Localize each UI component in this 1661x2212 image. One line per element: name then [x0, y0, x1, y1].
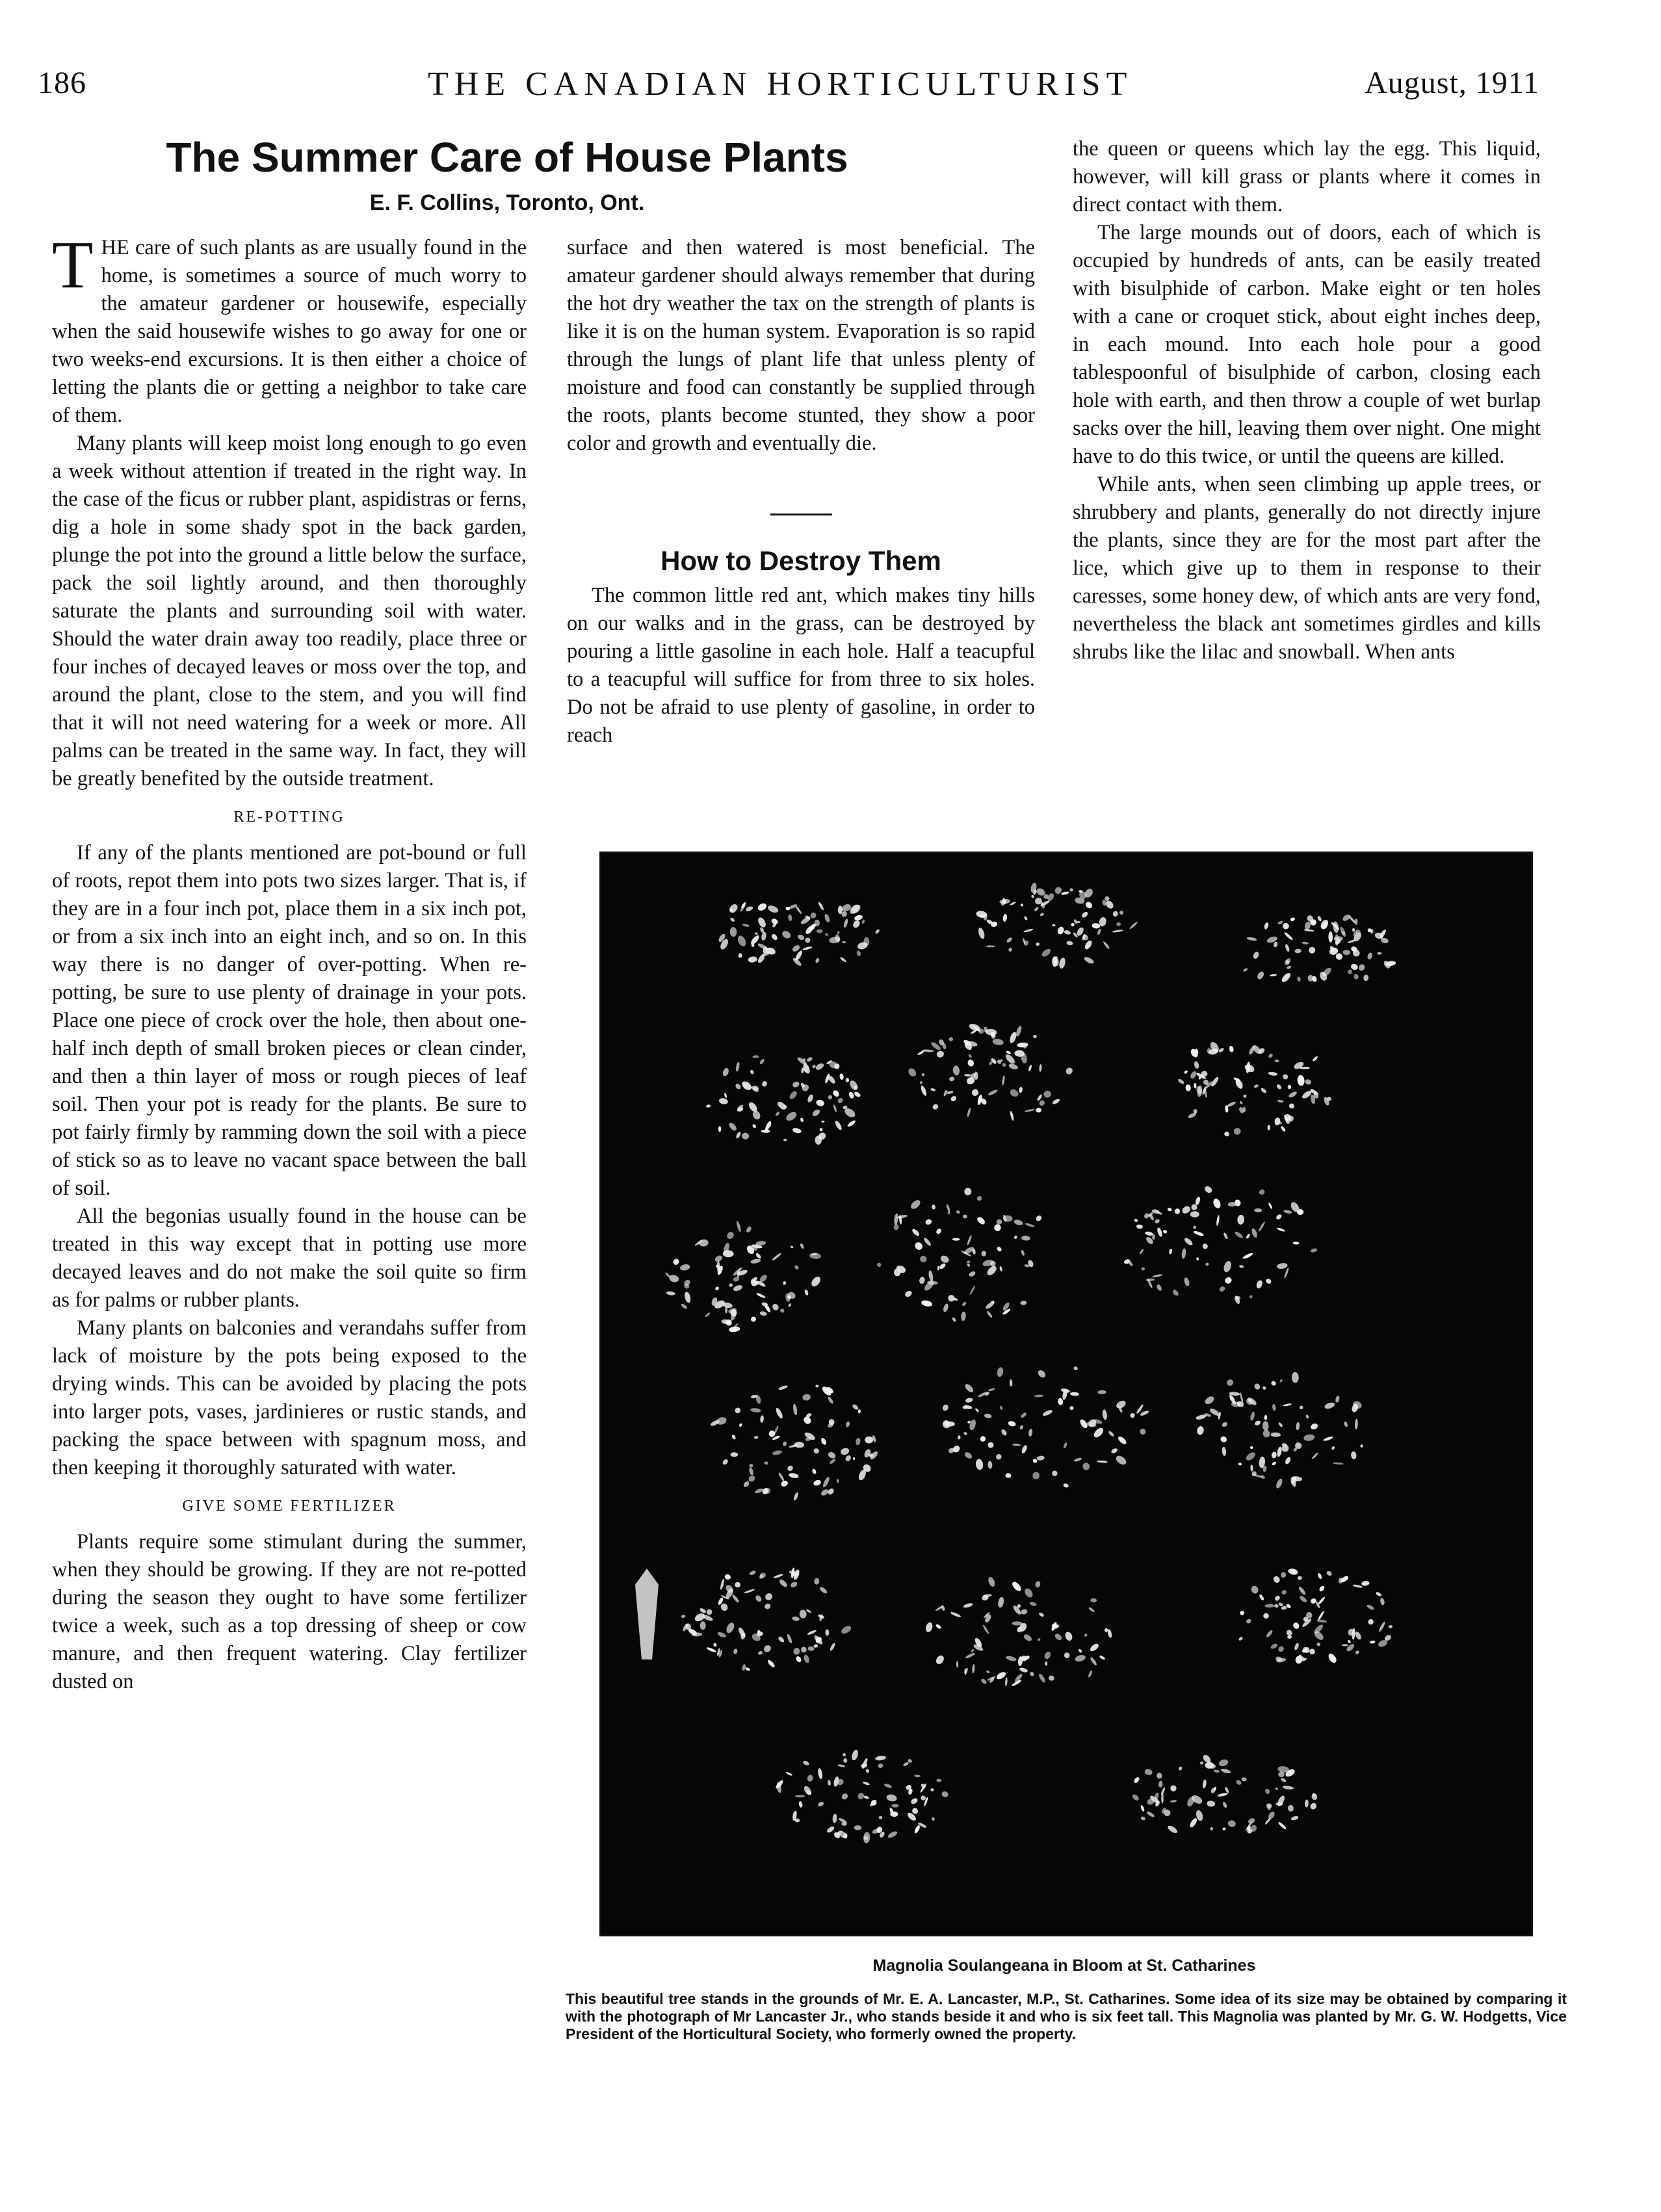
issue-date: August, 1911 — [1365, 66, 1539, 100]
paragraph-balconies: Many plants on balconies and verandahs suffer from lack of moisture by the pots being exposed to the drying winds. This can be avoided by placing the pots into larger pots, vases, jardinieres or rustic stands, and packing the space between with spagnum moss, and then keeping it thoroughly saturated with water. — [52, 1316, 527, 1479]
intro-text: HE care of such plants as are usually found in the home, is sometimes a source of much worry to the amateur gardener or housewife, especially when the said housewife wishes to go away for one or two weeks-end excursions. It is then either a choice of letting the plants die or getting a neighbor to take care of them. — [52, 236, 527, 427]
blossom-speckles — [664, 882, 1396, 1843]
subhead-repotting: RE-POTTING — [233, 809, 345, 826]
page-number: 186 — [38, 66, 86, 100]
figure-caption-body: This beautiful tree stands in the grounds of Mr. E. A. Lancaster, M.P., St. Catharines. Some idea of its size may be obtained by comparing it with the photograph of Mr Lancaster Jr., who stands beside it and who is six feet tall. This Magnolia was planted by Mr. G. W. Hodgetts, Vice President of the Horticultural Society, who formerly owned the property. — [566, 1990, 1567, 2042]
intro-paragraph — [52, 228, 527, 430]
article-byline: E. F. Collins, Toronto, Ont. — [369, 190, 645, 215]
paragraph-moisture: Many plants will keep moist long enough to go even a week without attention if treated in the right way. In the case of the ficus or rubber plant, aspidistras or ferns, dig a hole in some shady spot in the back garden, plunge the pot into the ground a little below the surface, pack the soil lightly around, and then thoroughly saturate the plants and surrounding soil with water. Should the water drain away too readily, place three or four inches of decayed leaves or moss over the top, and around the plant, close to the stem, and you will find that it will not need watering for a week or more. All palms can be treated in the same way. In fact, they will be greatly benefited by the outside treatment. — [52, 432, 527, 790]
paragraph-repotting: If any of the plants mentioned are pot-bound or full of roots, repot them into pots two sizes larger. That is, if they are in a four inch pot, place them in a six inch pot, or from a six inch into an eight inch, and so on. In this way there is no danger of over-potting. When re-potting, be sure to use plenty of drainage in your pots. Place one piece of crock over the hole, then about one-half inch depth of small broken pieces or clean cinder, and then a thin layer of moss or rough pieces of leaf soil. Then your pot is ready for the plants. Be sure to pot fairly firmly by ramming down the soil with a piece of stick so as to leave no vacant space between the ball of soil. — [52, 841, 527, 1200]
paragraph-begonias: All the begonias usually found in the house can be treated in this way except that in potting use more decayed leaves and do not make the soil quite so firm as for palms or rubber plants. — [52, 1204, 527, 1312]
drop-cap: T — [52, 228, 94, 302]
standing-figure — [635, 1568, 659, 1659]
figure-caption-title: Magnolia Soulangeana in Bloom at St. Catharines — [872, 1957, 1256, 1975]
paragraph-fertilizer: Plants require some stimulant during the summer, when they should be growing. If they are not re-potted during the season they ought to have some fertilizer twice a week, such as a top dressing of sheep or cow manure, and then frequent watering. Clay fertilizer dusted on — [52, 1530, 527, 1693]
text-column-right — [1073, 135, 1541, 666]
running-head — [38, 65, 1539, 117]
paragraph-red-ant-continued: the queen or queens which lay the egg. This liquid, however, will kill grass or plants where it comes in direct contact with them. — [1073, 137, 1541, 216]
section-divider — [770, 514, 832, 515]
article-title: The Summer Care of House Plants — [166, 134, 848, 181]
paragraph-fertilizer-continued: surface and then watered is most beneficial. The amateur gardener should always remember that during the hot dry weather the tax on the strength of plants is like it is on the human system. Evaporation is so rapid through the lungs of plant life that unless plenty of moisture and food can constantly be supplied through the roots, plants become stunted, they show a poor color and growth and eventually die. — [567, 236, 1035, 455]
magnolia-photograph — [599, 852, 1533, 1936]
text-column-left — [52, 228, 527, 1696]
subhead-fertilizer: GIVE SOME FERTILIZER — [182, 1498, 397, 1515]
section-title-destroy: How to Destroy Them — [660, 545, 941, 576]
magnolia-tree-image — [601, 853, 1531, 1934]
paragraph-mounds: The large mounds out of doors, each of which is occupied by hundreds of ants, can be easily treated with bisulphide of carbon. Make eight or ten holes with a cane or croquet stick, about eight inches deep, in each mound. Into each hole pour a good tablespoonful of bisulphide of carbon, closing each hole with earth, and then throw a couple of wet burlap sacks over the hill, leaving them over night. One might have to do this twice, or until the queens are killed. — [1073, 221, 1541, 468]
text-column-middle — [567, 234, 1035, 749]
journal-name: THE CANADIAN HORTICULTURIST — [428, 66, 1133, 103]
paragraph-climbing-ants: While ants, when seen climbing up apple trees, or shrubbery and plants, generally do not directly injure the plants, since they are for the most part after the lice, which give up to them in response to their caresses, some honey dew, of which ants are very fond, nevertheless the black ant sometimes girdles and kills shrubs like the lilac and snowball. When ants — [1073, 473, 1541, 664]
paragraph-red-ant: The common little red ant, which makes tiny hills on our walks and in the grass, can be destroyed by pouring a little gasoline in each hole. Half a teacupful to a teacupful will suffice for from three to six holes. Do not be afraid to use plenty of gasoline, in order to reach — [567, 584, 1035, 747]
